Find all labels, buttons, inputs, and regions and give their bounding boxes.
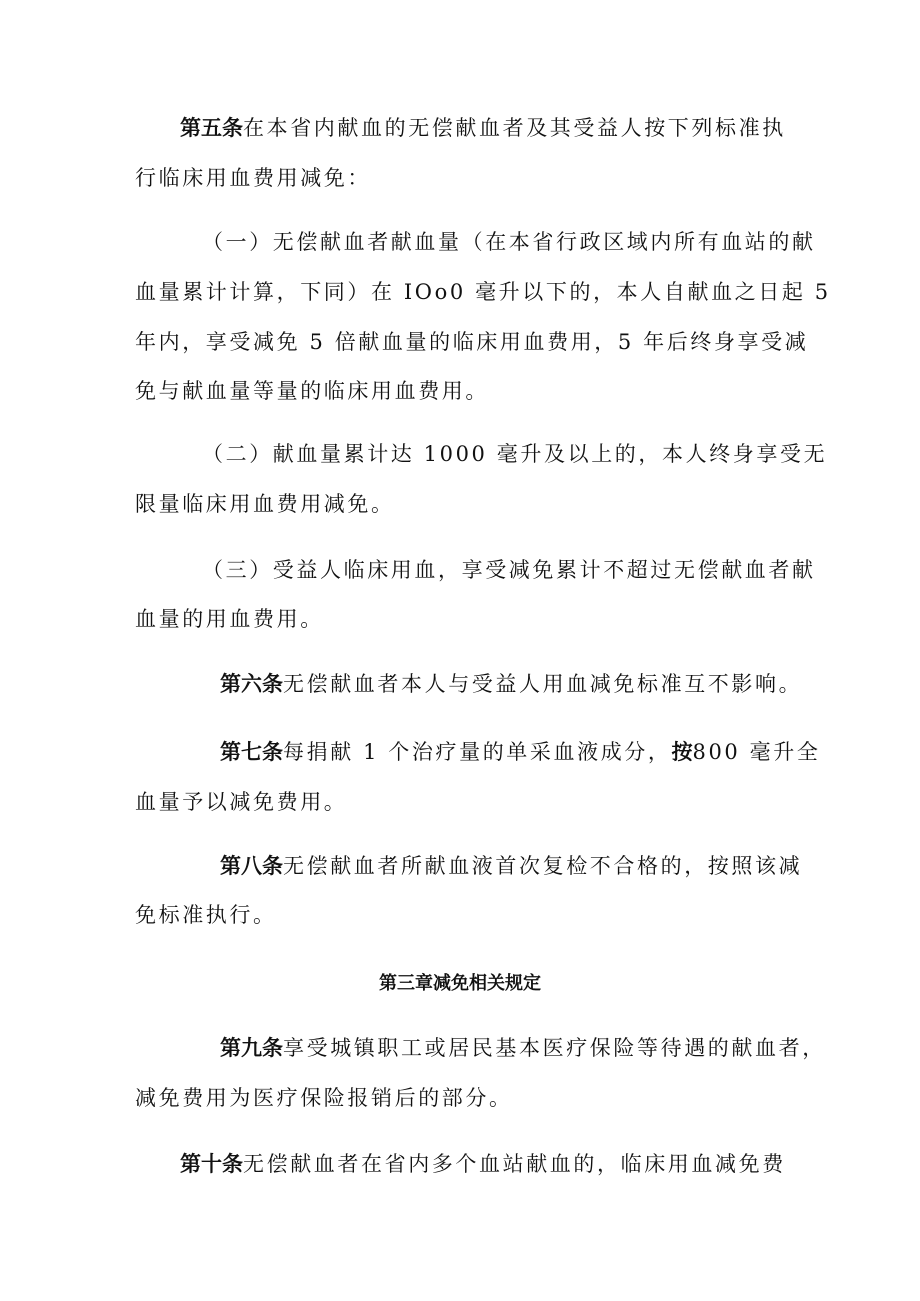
article-8-text-1: 无偿献血者所献血液首次复检不合格的，按照该减 [283, 854, 803, 878]
article-8-line-1 [0, 852, 920, 880]
article-8-label: 第八条 [220, 854, 283, 878]
article-6-line-1 [0, 670, 920, 698]
article-5-line-2: 行临床用血费用减免： [135, 166, 371, 190]
item-1-line-2: 血量累计计算，下同）在 IOo0 毫升以下的，本人自献血之日起 5 [135, 280, 831, 304]
article-10-label: 第十条 [180, 1152, 243, 1176]
article-5-label: 第五条 [180, 116, 243, 140]
article-7-line-2: 血量予以减免费用。 [135, 790, 348, 814]
article-6-label: 第六条 [220, 672, 283, 696]
chapter-3-heading: 第三章减免相关规定 [379, 973, 541, 994]
item-3-line-2: 血量的用血费用。 [135, 607, 324, 631]
article-5-line-1 [0, 114, 920, 142]
article-9-line-2: 减免费用为医疗保险报销后的部分。 [135, 1086, 513, 1110]
article-10-line-1 [0, 1150, 920, 1178]
article-10-text-1: 无偿献血者在省内多个血站献血的，临床用血减免费 [243, 1152, 786, 1176]
article-9-line-1 [0, 1034, 920, 1062]
item-3-line-1: （三）受益人临床用血，享受减免累计不超过无偿献血者献 [202, 558, 816, 582]
item-2-line-1: （二）献血量累计达 1000 毫升及以上的，本人终身享受无 [202, 442, 828, 466]
item-2-line-2: 限量临床用血费用减免。 [135, 492, 395, 516]
article-9-label: 第九条 [220, 1036, 283, 1060]
item-1-line-1: （一）无偿献血者献血量（在本省行政区域内所有血站的献 [202, 230, 816, 254]
article-7-line-1 [0, 738, 920, 766]
item-1-line-3: 年内，享受减免 5 倍献血量的临床用血费用，5 年后终身享受减 [135, 330, 809, 354]
article-7-text-1c: 800 毫升全 [692, 740, 821, 764]
article-7-text-1a: 每捐献 1 个治疗量的单采血液成分， [283, 740, 672, 764]
item-1-line-4: 免与献血量等量的临床用血费用。 [135, 379, 489, 403]
article-5-text-1: 在本省内献血的无偿献血者及其受益人按下列标准执 [243, 116, 786, 140]
article-7-text-1b: 按 [671, 740, 693, 764]
article-7-label: 第七条 [220, 740, 283, 764]
article-8-line-2: 免标准执行。 [135, 903, 277, 927]
article-6-text-1: 无偿献血者本人与受益人用血减免标准互不影响。 [283, 672, 803, 696]
article-9-text-1: 享受城镇职工或居民基本医疗保险等待遇的献血者， [283, 1036, 826, 1060]
